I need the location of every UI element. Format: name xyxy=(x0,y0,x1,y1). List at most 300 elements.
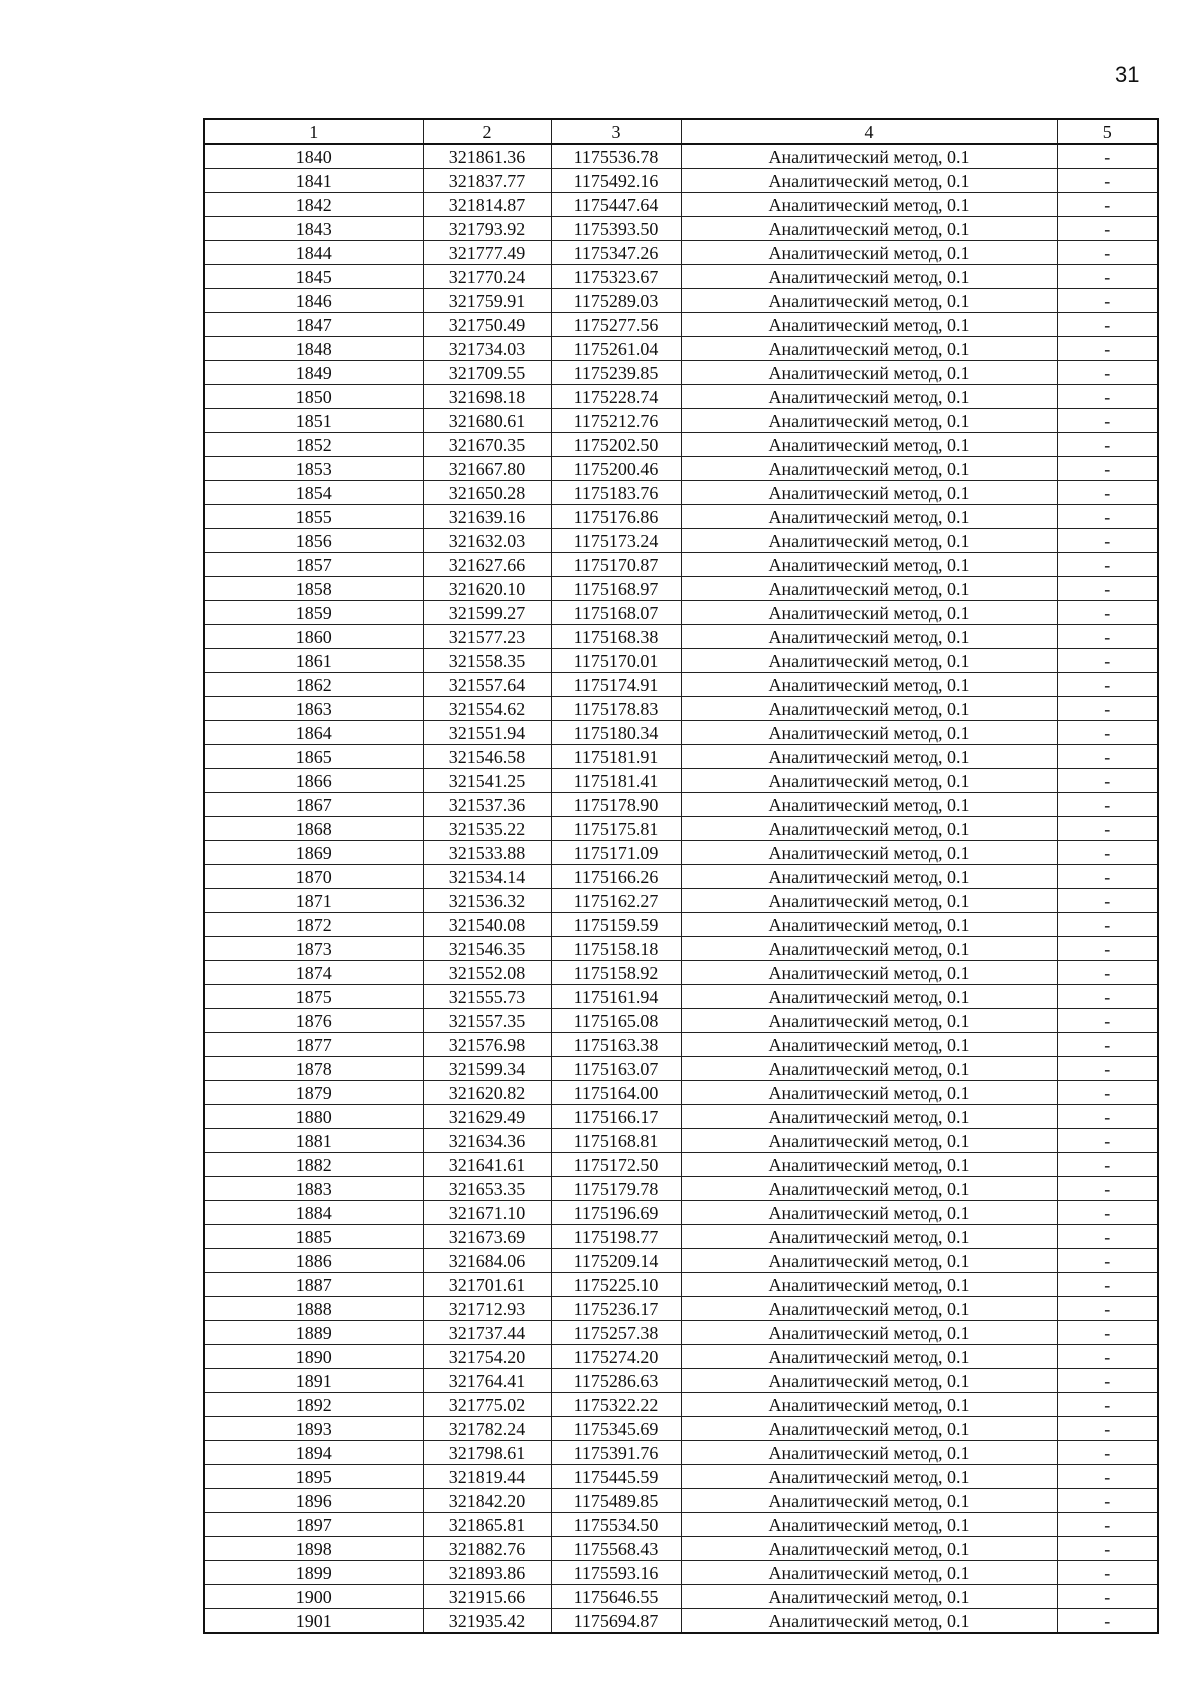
table-row xyxy=(204,409,1158,433)
point-number-cell: 1866 xyxy=(204,769,423,793)
point-number-cell: 1850 xyxy=(204,385,423,409)
method-cell: Аналитический метод, 0.1 xyxy=(681,1129,1057,1153)
point-number-cell: 1875 xyxy=(204,985,423,1009)
table-row xyxy=(204,529,1158,553)
point-number-cell: 1861 xyxy=(204,649,423,673)
method-cell: Аналитический метод, 0.1 xyxy=(681,1081,1057,1105)
x-coordinate-cell: 321915.66 xyxy=(423,1585,551,1609)
note-cell: - xyxy=(1057,1393,1158,1417)
note-cell: - xyxy=(1057,1057,1158,1081)
point-number-cell: 1849 xyxy=(204,361,423,385)
method-cell: Аналитический метод, 0.1 xyxy=(681,1513,1057,1537)
note-cell: - xyxy=(1057,1441,1158,1465)
table-row xyxy=(204,793,1158,817)
note-cell: - xyxy=(1057,169,1158,193)
note-cell: - xyxy=(1057,625,1158,649)
x-coordinate-cell: 321793.92 xyxy=(423,217,551,241)
note-cell: - xyxy=(1057,505,1158,529)
note-cell: - xyxy=(1057,289,1158,313)
method-cell: Аналитический метод, 0.1 xyxy=(681,649,1057,673)
y-coordinate-cell: 1175228.74 xyxy=(551,385,681,409)
method-cell: Аналитический метод, 0.1 xyxy=(681,577,1057,601)
x-coordinate-cell: 321536.32 xyxy=(423,889,551,913)
table-row xyxy=(204,433,1158,457)
point-number-cell: 1846 xyxy=(204,289,423,313)
method-cell: Аналитический метод, 0.1 xyxy=(681,1177,1057,1201)
table-row xyxy=(204,1129,1158,1153)
point-number-cell: 1889 xyxy=(204,1321,423,1345)
point-number-cell: 1869 xyxy=(204,841,423,865)
point-number-cell: 1901 xyxy=(204,1609,423,1634)
y-coordinate-cell: 1175492.16 xyxy=(551,169,681,193)
table-row xyxy=(204,913,1158,937)
y-coordinate-cell: 1175163.38 xyxy=(551,1033,681,1057)
y-coordinate-cell: 1175198.77 xyxy=(551,1225,681,1249)
table-row xyxy=(204,721,1158,745)
x-coordinate-cell: 321837.77 xyxy=(423,169,551,193)
table-row xyxy=(204,553,1158,577)
y-coordinate-cell: 1175179.78 xyxy=(551,1177,681,1201)
method-cell: Аналитический метод, 0.1 xyxy=(681,1585,1057,1609)
method-cell: Аналитический метод, 0.1 xyxy=(681,1441,1057,1465)
point-number-cell: 1874 xyxy=(204,961,423,985)
note-cell: - xyxy=(1057,265,1158,289)
note-cell: - xyxy=(1057,1345,1158,1369)
x-coordinate-cell: 321555.73 xyxy=(423,985,551,1009)
point-number-cell: 1893 xyxy=(204,1417,423,1441)
x-coordinate-cell: 321701.61 xyxy=(423,1273,551,1297)
x-coordinate-cell: 321599.34 xyxy=(423,1057,551,1081)
point-number-cell: 1878 xyxy=(204,1057,423,1081)
y-coordinate-cell: 1175393.50 xyxy=(551,217,681,241)
point-number-cell: 1885 xyxy=(204,1225,423,1249)
x-coordinate-cell: 321865.81 xyxy=(423,1513,551,1537)
table-row xyxy=(204,1153,1158,1177)
x-coordinate-cell: 321599.27 xyxy=(423,601,551,625)
point-number-cell: 1895 xyxy=(204,1465,423,1489)
x-coordinate-cell: 321680.61 xyxy=(423,409,551,433)
y-coordinate-cell: 1175534.50 xyxy=(551,1513,681,1537)
x-coordinate-cell: 321667.80 xyxy=(423,457,551,481)
note-cell: - xyxy=(1057,793,1158,817)
x-coordinate-cell: 321535.22 xyxy=(423,817,551,841)
point-number-cell: 1890 xyxy=(204,1345,423,1369)
point-number-cell: 1858 xyxy=(204,577,423,601)
point-number-cell: 1897 xyxy=(204,1513,423,1537)
point-number-cell: 1860 xyxy=(204,625,423,649)
table-row xyxy=(204,649,1158,673)
table-row xyxy=(204,1417,1158,1441)
column-header-5: 5 xyxy=(1057,119,1158,144)
method-cell: Аналитический метод, 0.1 xyxy=(681,913,1057,937)
method-cell: Аналитический метод, 0.1 xyxy=(681,433,1057,457)
y-coordinate-cell: 1175180.34 xyxy=(551,721,681,745)
table-row xyxy=(204,193,1158,217)
note-cell: - xyxy=(1057,937,1158,961)
y-coordinate-cell: 1175212.76 xyxy=(551,409,681,433)
point-number-cell: 1892 xyxy=(204,1393,423,1417)
table-row xyxy=(204,1009,1158,1033)
note-cell: - xyxy=(1057,1081,1158,1105)
table-row xyxy=(204,1609,1158,1634)
table-row xyxy=(204,241,1158,265)
method-cell: Аналитический метод, 0.1 xyxy=(681,457,1057,481)
page-number: 31 xyxy=(1115,62,1140,87)
y-coordinate-cell: 1175168.81 xyxy=(551,1129,681,1153)
note-cell: - xyxy=(1057,1225,1158,1249)
y-coordinate-cell: 1175162.27 xyxy=(551,889,681,913)
y-coordinate-cell: 1175166.17 xyxy=(551,1105,681,1129)
method-cell: Аналитический метод, 0.1 xyxy=(681,193,1057,217)
x-coordinate-cell: 321629.49 xyxy=(423,1105,551,1129)
point-number-cell: 1841 xyxy=(204,169,423,193)
y-coordinate-cell: 1175166.26 xyxy=(551,865,681,889)
y-coordinate-cell: 1175178.83 xyxy=(551,697,681,721)
table-row xyxy=(204,1537,1158,1561)
method-cell: Аналитический метод, 0.1 xyxy=(681,217,1057,241)
point-number-cell: 1840 xyxy=(204,144,423,169)
note-cell: - xyxy=(1057,361,1158,385)
point-number-cell: 1886 xyxy=(204,1249,423,1273)
method-cell: Аналитический метод, 0.1 xyxy=(681,793,1057,817)
x-coordinate-cell: 321770.24 xyxy=(423,265,551,289)
y-coordinate-cell: 1175172.50 xyxy=(551,1153,681,1177)
method-cell: Аналитический метод, 0.1 xyxy=(681,697,1057,721)
x-coordinate-cell: 321540.08 xyxy=(423,913,551,937)
y-coordinate-cell: 1175165.08 xyxy=(551,1009,681,1033)
x-coordinate-cell: 321557.35 xyxy=(423,1009,551,1033)
table-row xyxy=(204,289,1158,313)
note-cell: - xyxy=(1057,1369,1158,1393)
y-coordinate-cell: 1175174.91 xyxy=(551,673,681,697)
note-cell: - xyxy=(1057,241,1158,265)
y-coordinate-cell: 1175225.10 xyxy=(551,1273,681,1297)
x-coordinate-cell: 321750.49 xyxy=(423,313,551,337)
note-cell: - xyxy=(1057,649,1158,673)
note-cell: - xyxy=(1057,841,1158,865)
note-cell: - xyxy=(1057,1105,1158,1129)
method-cell: Аналитический метод, 0.1 xyxy=(681,1105,1057,1129)
point-number-cell: 1899 xyxy=(204,1561,423,1585)
point-number-cell: 1847 xyxy=(204,313,423,337)
table-row xyxy=(204,961,1158,985)
method-cell: Аналитический метод, 0.1 xyxy=(681,1489,1057,1513)
table-row xyxy=(204,457,1158,481)
point-number-cell: 1853 xyxy=(204,457,423,481)
method-cell: Аналитический метод, 0.1 xyxy=(681,529,1057,553)
method-cell: Аналитический метод, 0.1 xyxy=(681,1033,1057,1057)
method-cell: Аналитический метод, 0.1 xyxy=(681,337,1057,361)
note-cell: - xyxy=(1057,721,1158,745)
method-cell: Аналитический метод, 0.1 xyxy=(681,1537,1057,1561)
y-coordinate-cell: 1175289.03 xyxy=(551,289,681,313)
table-row xyxy=(204,1465,1158,1489)
y-coordinate-cell: 1175694.87 xyxy=(551,1609,681,1634)
x-coordinate-cell: 321814.87 xyxy=(423,193,551,217)
table-row xyxy=(204,505,1158,529)
method-cell: Аналитический метод, 0.1 xyxy=(681,144,1057,169)
y-coordinate-cell: 1175261.04 xyxy=(551,337,681,361)
y-coordinate-cell: 1175445.59 xyxy=(551,1465,681,1489)
x-coordinate-cell: 321576.98 xyxy=(423,1033,551,1057)
method-cell: Аналитический метод, 0.1 xyxy=(681,601,1057,625)
note-cell: - xyxy=(1057,697,1158,721)
point-number-cell: 1877 xyxy=(204,1033,423,1057)
x-coordinate-cell: 321698.18 xyxy=(423,385,551,409)
column-header-1: 1 xyxy=(204,119,423,144)
x-coordinate-cell: 321533.88 xyxy=(423,841,551,865)
note-cell: - xyxy=(1057,601,1158,625)
point-number-cell: 1882 xyxy=(204,1153,423,1177)
method-cell: Аналитический метод, 0.1 xyxy=(681,1057,1057,1081)
point-number-cell: 1859 xyxy=(204,601,423,625)
point-number-cell: 1896 xyxy=(204,1489,423,1513)
y-coordinate-cell: 1175173.24 xyxy=(551,529,681,553)
point-number-cell: 1900 xyxy=(204,1585,423,1609)
y-coordinate-cell: 1175171.09 xyxy=(551,841,681,865)
y-coordinate-cell: 1175183.76 xyxy=(551,481,681,505)
column-header-3: 3 xyxy=(551,119,681,144)
note-cell: - xyxy=(1057,1033,1158,1057)
point-number-cell: 1898 xyxy=(204,1537,423,1561)
method-cell: Аналитический метод, 0.1 xyxy=(681,1561,1057,1585)
note-cell: - xyxy=(1057,1465,1158,1489)
method-cell: Аналитический метод, 0.1 xyxy=(681,553,1057,577)
x-coordinate-cell: 321734.03 xyxy=(423,337,551,361)
y-coordinate-cell: 1175209.14 xyxy=(551,1249,681,1273)
y-coordinate-cell: 1175168.38 xyxy=(551,625,681,649)
method-cell: Аналитический метод, 0.1 xyxy=(681,169,1057,193)
method-cell: Аналитический метод, 0.1 xyxy=(681,1201,1057,1225)
point-number-cell: 1883 xyxy=(204,1177,423,1201)
point-number-cell: 1848 xyxy=(204,337,423,361)
table-row xyxy=(204,985,1158,1009)
y-coordinate-cell: 1175181.91 xyxy=(551,745,681,769)
x-coordinate-cell: 321782.24 xyxy=(423,1417,551,1441)
y-coordinate-cell: 1175158.18 xyxy=(551,937,681,961)
table-row xyxy=(204,217,1158,241)
y-coordinate-cell: 1175202.50 xyxy=(551,433,681,457)
point-number-cell: 1843 xyxy=(204,217,423,241)
x-coordinate-cell: 321552.08 xyxy=(423,961,551,985)
table-row xyxy=(204,1345,1158,1369)
note-cell: - xyxy=(1057,409,1158,433)
x-coordinate-cell: 321759.91 xyxy=(423,289,551,313)
point-number-cell: 1865 xyxy=(204,745,423,769)
y-coordinate-cell: 1175236.17 xyxy=(551,1297,681,1321)
note-cell: - xyxy=(1057,889,1158,913)
note-cell: - xyxy=(1057,1489,1158,1513)
table-row xyxy=(204,1105,1158,1129)
y-coordinate-cell: 1175163.07 xyxy=(551,1057,681,1081)
table-row xyxy=(204,313,1158,337)
method-cell: Аналитический метод, 0.1 xyxy=(681,673,1057,697)
y-coordinate-cell: 1175646.55 xyxy=(551,1585,681,1609)
x-coordinate-cell: 321546.58 xyxy=(423,745,551,769)
x-coordinate-cell: 321641.61 xyxy=(423,1153,551,1177)
method-cell: Аналитический метод, 0.1 xyxy=(681,1297,1057,1321)
method-cell: Аналитический метод, 0.1 xyxy=(681,625,1057,649)
x-coordinate-cell: 321554.62 xyxy=(423,697,551,721)
point-number-cell: 1891 xyxy=(204,1369,423,1393)
y-coordinate-cell: 1175159.59 xyxy=(551,913,681,937)
point-number-cell: 1873 xyxy=(204,937,423,961)
method-cell: Аналитический метод, 0.1 xyxy=(681,865,1057,889)
y-coordinate-cell: 1175322.22 xyxy=(551,1393,681,1417)
table-row xyxy=(204,865,1158,889)
method-cell: Аналитический метод, 0.1 xyxy=(681,1321,1057,1345)
y-coordinate-cell: 1175277.56 xyxy=(551,313,681,337)
point-number-cell: 1894 xyxy=(204,1441,423,1465)
x-coordinate-cell: 321557.64 xyxy=(423,673,551,697)
table-row xyxy=(204,481,1158,505)
table-row xyxy=(204,1201,1158,1225)
point-number-cell: 1845 xyxy=(204,265,423,289)
point-number-cell: 1870 xyxy=(204,865,423,889)
note-cell: - xyxy=(1057,1177,1158,1201)
x-coordinate-cell: 321777.49 xyxy=(423,241,551,265)
table-row xyxy=(204,697,1158,721)
method-cell: Аналитический метод, 0.1 xyxy=(681,361,1057,385)
table-row xyxy=(204,625,1158,649)
x-coordinate-cell: 321620.10 xyxy=(423,577,551,601)
table-row xyxy=(204,1441,1158,1465)
note-cell: - xyxy=(1057,1537,1158,1561)
method-cell: Аналитический метод, 0.1 xyxy=(681,1225,1057,1249)
note-cell: - xyxy=(1057,337,1158,361)
table-row xyxy=(204,169,1158,193)
y-coordinate-cell: 1175170.87 xyxy=(551,553,681,577)
x-coordinate-cell: 321634.36 xyxy=(423,1129,551,1153)
method-cell: Аналитический метод, 0.1 xyxy=(681,961,1057,985)
note-cell: - xyxy=(1057,313,1158,337)
table-row xyxy=(204,577,1158,601)
note-cell: - xyxy=(1057,1129,1158,1153)
note-cell: - xyxy=(1057,1297,1158,1321)
x-coordinate-cell: 321754.20 xyxy=(423,1345,551,1369)
note-cell: - xyxy=(1057,577,1158,601)
method-cell: Аналитический метод, 0.1 xyxy=(681,385,1057,409)
table-row xyxy=(204,937,1158,961)
table-row xyxy=(204,1273,1158,1297)
method-cell: Аналитический метод, 0.1 xyxy=(681,937,1057,961)
note-cell: - xyxy=(1057,433,1158,457)
x-coordinate-cell: 321620.82 xyxy=(423,1081,551,1105)
x-coordinate-cell: 321534.14 xyxy=(423,865,551,889)
method-cell: Аналитический метод, 0.1 xyxy=(681,745,1057,769)
note-cell: - xyxy=(1057,144,1158,169)
table-body xyxy=(204,144,1158,1633)
method-cell: Аналитический метод, 0.1 xyxy=(681,889,1057,913)
x-coordinate-cell: 321819.44 xyxy=(423,1465,551,1489)
table-row xyxy=(204,1393,1158,1417)
x-coordinate-cell: 321684.06 xyxy=(423,1249,551,1273)
x-coordinate-cell: 321537.36 xyxy=(423,793,551,817)
x-coordinate-cell: 321670.35 xyxy=(423,433,551,457)
method-cell: Аналитический метод, 0.1 xyxy=(681,1393,1057,1417)
method-cell: Аналитический метод, 0.1 xyxy=(681,1465,1057,1489)
table-row xyxy=(204,1177,1158,1201)
table-row xyxy=(204,673,1158,697)
point-number-cell: 1854 xyxy=(204,481,423,505)
y-coordinate-cell: 1175239.85 xyxy=(551,361,681,385)
table-row xyxy=(204,1057,1158,1081)
y-coordinate-cell: 1175257.38 xyxy=(551,1321,681,1345)
y-coordinate-cell: 1175323.67 xyxy=(551,265,681,289)
point-number-cell: 1867 xyxy=(204,793,423,817)
method-cell: Аналитический метод, 0.1 xyxy=(681,721,1057,745)
note-cell: - xyxy=(1057,673,1158,697)
y-coordinate-cell: 1175181.41 xyxy=(551,769,681,793)
x-coordinate-cell: 321671.10 xyxy=(423,1201,551,1225)
note-cell: - xyxy=(1057,961,1158,985)
table-row xyxy=(204,817,1158,841)
x-coordinate-cell: 321764.41 xyxy=(423,1369,551,1393)
y-coordinate-cell: 1175168.07 xyxy=(551,601,681,625)
point-number-cell: 1852 xyxy=(204,433,423,457)
y-coordinate-cell: 1175536.78 xyxy=(551,144,681,169)
point-number-cell: 1844 xyxy=(204,241,423,265)
method-cell: Аналитический метод, 0.1 xyxy=(681,1249,1057,1273)
table-header-row xyxy=(204,119,1158,144)
x-coordinate-cell: 321541.25 xyxy=(423,769,551,793)
method-cell: Аналитический метод, 0.1 xyxy=(681,313,1057,337)
table-row xyxy=(204,1297,1158,1321)
y-coordinate-cell: 1175345.69 xyxy=(551,1417,681,1441)
note-cell: - xyxy=(1057,529,1158,553)
point-number-cell: 1872 xyxy=(204,913,423,937)
point-number-cell: 1881 xyxy=(204,1129,423,1153)
method-cell: Аналитический метод, 0.1 xyxy=(681,1345,1057,1369)
y-coordinate-cell: 1175178.90 xyxy=(551,793,681,817)
table-row xyxy=(204,1225,1158,1249)
method-cell: Аналитический метод, 0.1 xyxy=(681,409,1057,433)
point-number-cell: 1880 xyxy=(204,1105,423,1129)
column-header-4: 4 xyxy=(681,119,1057,144)
column-header-2: 2 xyxy=(423,119,551,144)
y-coordinate-cell: 1175176.86 xyxy=(551,505,681,529)
note-cell: - xyxy=(1057,457,1158,481)
y-coordinate-cell: 1175168.97 xyxy=(551,577,681,601)
point-number-cell: 1871 xyxy=(204,889,423,913)
x-coordinate-cell: 321935.42 xyxy=(423,1609,551,1634)
point-number-cell: 1879 xyxy=(204,1081,423,1105)
point-number-cell: 1888 xyxy=(204,1297,423,1321)
y-coordinate-cell: 1175200.46 xyxy=(551,457,681,481)
x-coordinate-cell: 321650.28 xyxy=(423,481,551,505)
table-row xyxy=(204,1489,1158,1513)
table-row xyxy=(204,769,1158,793)
table-row xyxy=(204,1513,1158,1537)
x-coordinate-cell: 321627.66 xyxy=(423,553,551,577)
note-cell: - xyxy=(1057,1585,1158,1609)
method-cell: Аналитический метод, 0.1 xyxy=(681,985,1057,1009)
table-row xyxy=(204,1249,1158,1273)
method-cell: Аналитический метод, 0.1 xyxy=(681,241,1057,265)
table-row xyxy=(204,361,1158,385)
note-cell: - xyxy=(1057,1153,1158,1177)
point-number-cell: 1851 xyxy=(204,409,423,433)
x-coordinate-cell: 321842.20 xyxy=(423,1489,551,1513)
table-row xyxy=(204,1081,1158,1105)
method-cell: Аналитический метод, 0.1 xyxy=(681,1153,1057,1177)
point-number-cell: 1876 xyxy=(204,1009,423,1033)
y-coordinate-cell: 1175161.94 xyxy=(551,985,681,1009)
y-coordinate-cell: 1175286.63 xyxy=(551,1369,681,1393)
point-number-cell: 1856 xyxy=(204,529,423,553)
table-row xyxy=(204,1033,1158,1057)
x-coordinate-cell: 321558.35 xyxy=(423,649,551,673)
